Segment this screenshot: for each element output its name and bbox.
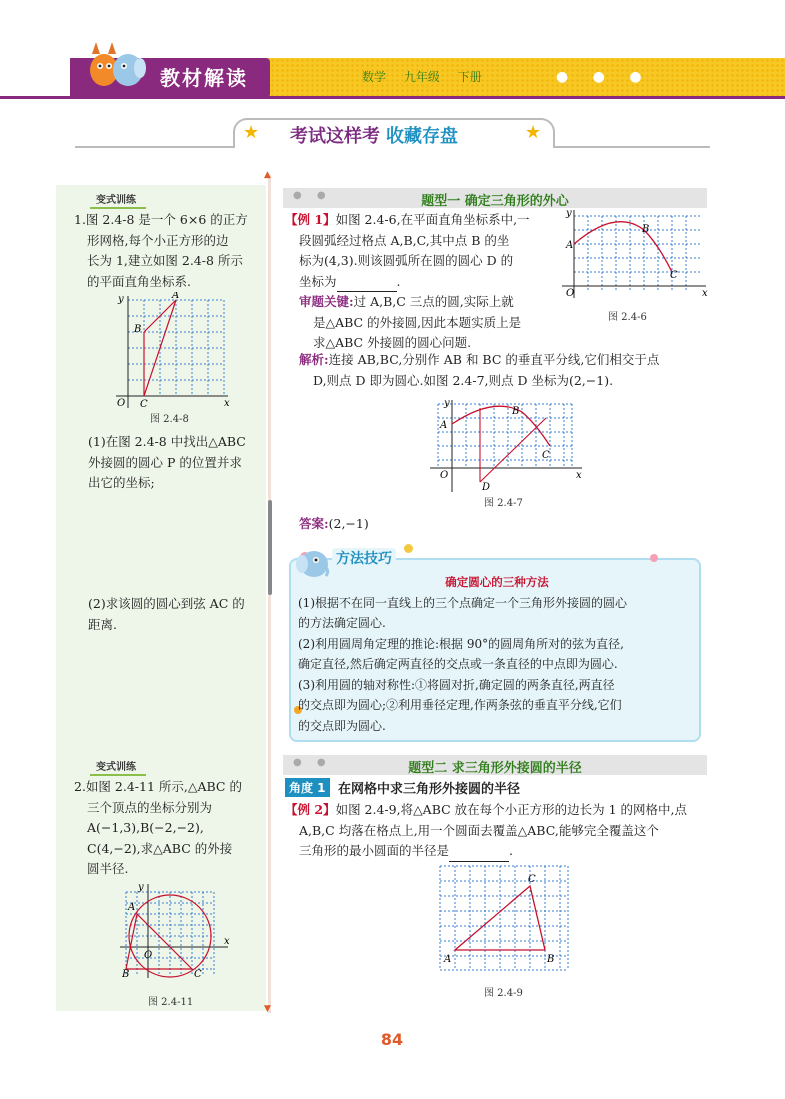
figure-caption: 图 2.4-6 [608,312,647,323]
text-line: 长为 1,建立如图 2.4-8 所示 [87,253,243,268]
text-line: D,则点 D 即为圆心.如图 2.4-7,则点 D 坐标为(2,−1). [313,372,614,388]
figure-2-4-7 [426,398,586,494]
q1-part1 [88,432,268,494]
text-line: 三角形的最小圆面的半径是 [299,843,450,858]
answer-blank [449,850,509,862]
text-line: 如图 2.4-9,将△ABC 放在每个小正方形的边长为 1 的网格中,点 [335,802,688,817]
text-line: 过 A,B,C 三点的圆,实际上就 [353,294,514,309]
text-line: A(−1,3),B(−2,−2), [87,820,204,835]
method-tag: 方法技巧 [332,548,396,568]
svg-text:O: O [144,950,153,961]
grade-label: 九年级 [403,70,440,84]
section-header [283,188,707,208]
svg-text:y: y [138,882,144,893]
bubble-decoration [404,544,413,553]
text-line: 是△ABC 的外接圆,因此本题实质上是 [313,314,522,330]
svg-text:C: C [542,450,550,461]
key-analysis [299,292,549,354]
text-line: 外接圆的圆心 P 的位置并求 [88,454,242,470]
q2-text [74,777,270,880]
triangle-down-icon: ▼ [264,1004,271,1014]
mascot-icon [84,40,146,90]
text-line: (1)根据不在同一直线上的三个点确定一个三角形外接圆的圆心 [298,595,628,610]
svg-text:A: A [172,292,180,301]
scrollbar-thumb[interactable] [268,500,272,595]
svg-text:B: B [512,406,520,417]
header-dots: ● ● ● [556,69,652,85]
key-label: 审题关键: [299,294,354,309]
figure-2-4-8 [112,292,232,412]
q1-text [74,210,270,292]
text-line: 如图 2.4-6,在平面直角坐标系中,一 [335,212,530,227]
svg-text:x: x [224,398,230,409]
banner-title-a: 考试这样考 [290,126,380,147]
figure-caption: 图 2.4-7 [484,498,523,509]
bar-dots: ● ● [293,757,332,768]
text-line: (3)利用圆的轴对称性:①将圆对折,确定圆的两条直径,两直径 [298,677,615,692]
svg-text:B: B [642,224,650,235]
svg-text:x: x [576,470,582,481]
example-label: 【例 2】 [285,802,336,817]
section-banner [75,118,710,162]
angle-title: 在网格中求三角形外接圆的半径 [338,782,521,797]
text-line: 的交点即为圆心. [298,718,386,733]
svg-text:C: C [528,874,536,885]
text-line: 的方法确定圆心. [298,616,386,630]
triangle-up-icon: ▲ [264,170,271,180]
figure-2-4-6 [558,208,708,304]
banner-title [290,122,458,148]
svg-text:O: O [440,470,449,481]
text-line: 三个顶点的坐标分别为 [87,799,213,815]
bubble-decoration [650,554,658,562]
text-line: 标为(4,3).则该圆弧所在圆的圆心 D 的 [299,253,514,268]
text-line: 连接 AB,BC,分别作 AB 和 BC 的垂直平分线,它们相交于点 [328,352,660,367]
figure-caption: 图 2.4-8 [150,414,189,425]
text-line: 形网格,每个小正方形的边 [87,232,229,248]
svg-text:x: x [224,936,230,947]
practice-tag: 变式训练 [96,758,136,773]
svg-text:C: C [140,399,148,410]
svg-text:D: D [482,482,491,493]
svg-text:A: A [440,420,448,431]
text-line: (2)利用圆周角定理的推论:根据 90°的圆周角所对的弦为直径, [298,636,624,651]
svg-text:B: B [547,954,555,965]
svg-text:A: A [128,902,136,913]
text-line: 2.如图 2.4-11 所示,△ABC 的 [74,779,242,794]
text-line: 求△ABC 外接圆的圆心问题. [313,335,472,350]
svg-text:x: x [702,288,708,299]
text-line: 的交点即为圆心;②利用垂径定理,作两条弦的垂直平分线,它们 [298,698,622,712]
method-content [298,572,696,736]
star-icon: ★ [525,122,542,143]
text-line: 坐标为 [299,273,337,289]
page-header [0,0,785,100]
text-line: 圆半径. [87,861,129,876]
angle-tag: 角度 1 [285,778,330,797]
section-title: 题型一 确定三角形的外心 [421,194,569,209]
answer-value: (2,−1) [328,516,369,531]
figure-caption: 图 2.4-9 [484,988,523,999]
subject-label: 数学 [362,70,387,84]
svg-text:C: C [194,969,202,980]
example-label: 【例 1】 [285,212,336,227]
star-icon: ★ [243,122,260,143]
example-2: 【例 2】如图 2.4-9,将△ABC 放在每个小正方形的边长为 1 的网格中,点 A,B,C 均落在格点上,用一个圆面去覆盖△ABC,能够完全覆盖这个 三角形的最小圆面的半径是 . [285,800,709,862]
text-line: 距离. [88,616,117,632]
solution-label: 解析: [299,352,329,367]
example-1: 【例 1】如图 2.4-6,在平面直角坐标系中,一 段圆弧经过格点 A,B,C,其中点 B 的坐 标为(4,3).则该圆弧所在圆的圆心 D 的 坐标为 . [285,210,547,292]
header-info [362,68,496,85]
text-line: C(4,−2),求△ABC 的外接 [87,840,233,856]
q1-part2 [88,594,268,635]
banner-title-b: 收藏存盘 [386,126,458,147]
method-title: 确定圆心的三种方法 [445,575,549,589]
practice-tag: 变式训练 [96,191,136,206]
figure-2-4-11 [116,880,236,980]
svg-text:A: A [566,240,574,251]
volume-label: 下册 [457,70,482,84]
svg-text:y: y [444,398,450,409]
answer-blank [337,280,397,292]
figure-2-4-9 [436,862,576,972]
text-line: A,B,C 均落在格点上,用一个圆面去覆盖△ABC,能够完全覆盖这个 [299,822,659,838]
brand-title: 教材解读 [160,66,248,90]
page-number: 84 [380,1030,404,1049]
text-line: (1)在图 2.4-8 中找出△ABC [88,434,246,449]
section-title: 题型二 求三角形外接圆的半径 [408,761,582,776]
text-line: 段圆弧经过格点 A,B,C,其中点 B 的坐 [299,232,510,248]
svg-text:O: O [566,288,575,299]
bar-dots: ● ● [293,190,332,201]
svg-text:y: y [566,208,572,219]
svg-text:B: B [122,969,130,980]
answer-label: 答案: [299,516,329,531]
text-line: 的平面直角坐标系. [87,273,191,289]
text-line: 1.图 2.4-8 是一个 6×6 的正方 [74,212,248,227]
svg-text:O: O [117,398,126,409]
svg-text:C: C [670,270,678,281]
figure-caption: 图 2.4-11 [148,997,194,1008]
text-line: (2)求该圆的圆心到弦 AC 的 [88,596,245,611]
svg-text:B: B [134,324,142,335]
text-line: 确定直径,然后确定两直径的交点或一条直径的中点即为圆心. [298,657,618,671]
svg-text:y: y [118,294,124,305]
text-line: 出它的坐标; [88,475,155,490]
answer [299,514,369,535]
svg-text:A: A [444,954,452,965]
section-header [283,755,707,775]
solution [299,350,709,391]
header-rule [0,96,785,99]
